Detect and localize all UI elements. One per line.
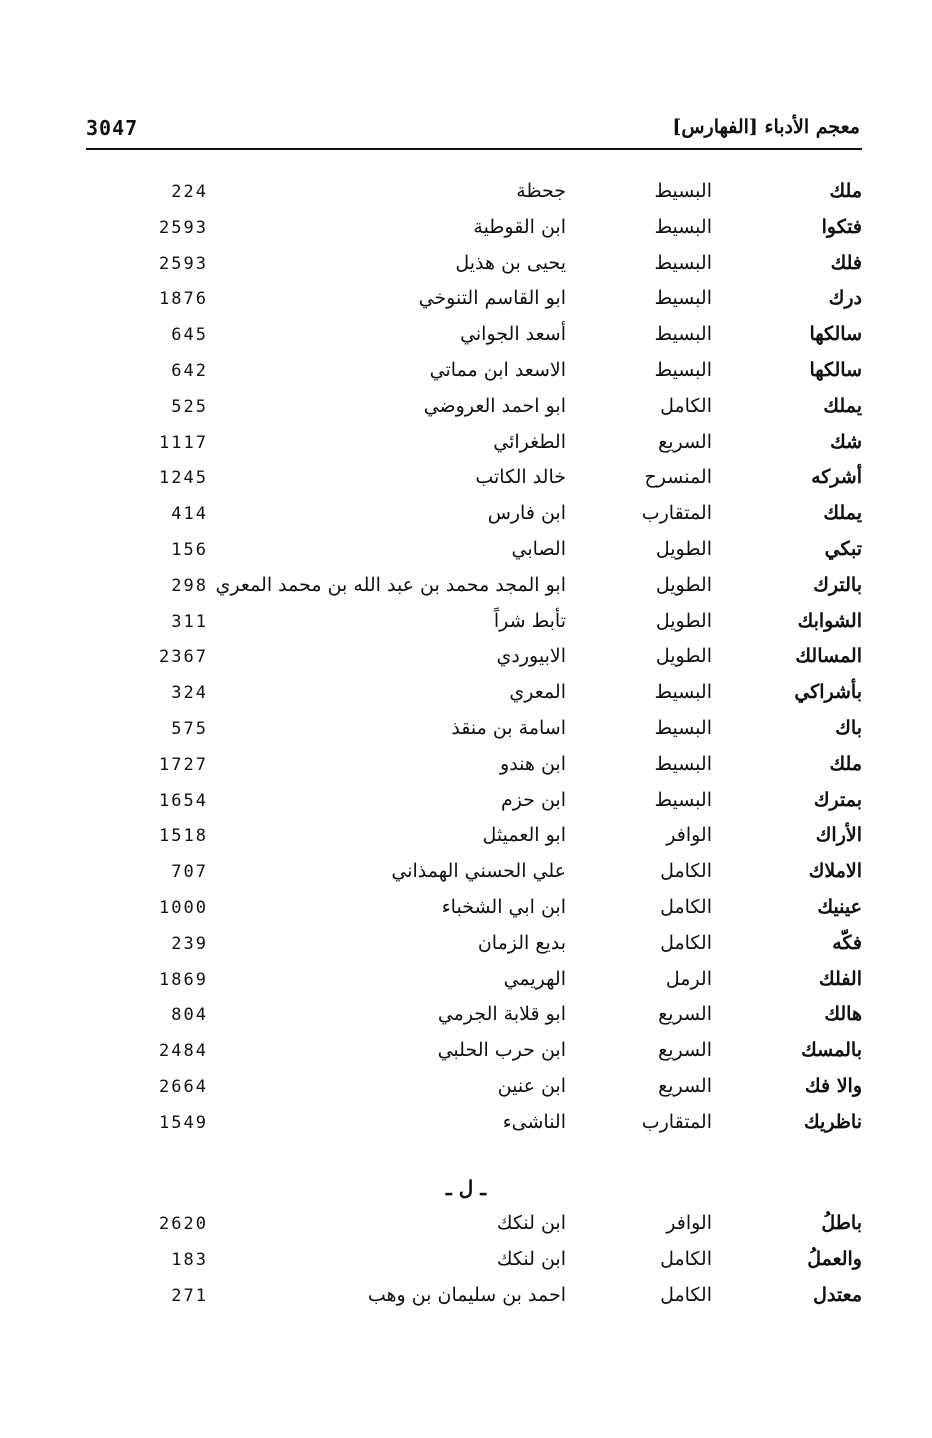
meter-name: الكامل bbox=[660, 394, 712, 417]
table-row bbox=[150, 355, 862, 391]
rhyme-word: بمترك bbox=[813, 788, 862, 811]
meter-name: الوافر bbox=[666, 824, 712, 847]
page-ref: 2484 bbox=[159, 1041, 208, 1062]
rhyme-word: بالمسك bbox=[801, 1039, 862, 1062]
table-row bbox=[150, 820, 862, 856]
meter-name: الطويل bbox=[655, 645, 712, 668]
poet-name: ابن فارس bbox=[487, 502, 566, 525]
rhyme-word: ناظريك bbox=[804, 1110, 862, 1133]
poet-name: المعري bbox=[509, 681, 566, 704]
rhyme-word: يملك bbox=[823, 502, 862, 525]
page-ref: 645 bbox=[171, 325, 208, 346]
meter-name: السريع bbox=[658, 430, 712, 453]
poet-name: ابو احمد العروضي bbox=[423, 394, 566, 417]
poet-name: الطغرائي bbox=[493, 430, 566, 453]
meter-name: الرمل bbox=[665, 967, 712, 990]
meter-name: الطويل bbox=[655, 609, 712, 632]
page-ref: 2593 bbox=[159, 253, 208, 274]
page-ref: 1549 bbox=[159, 1112, 208, 1133]
table-row bbox=[150, 1244, 862, 1280]
poet-name: ابن عنين bbox=[497, 1074, 566, 1097]
poet-name: ابو قلابة الجرمي bbox=[437, 1003, 566, 1026]
page-ref: 311 bbox=[171, 611, 208, 632]
rhyme-word: يملك bbox=[823, 394, 862, 417]
table-row bbox=[150, 176, 862, 212]
meter-name: الطويل bbox=[655, 537, 712, 560]
poet-name: الناشىء bbox=[502, 1110, 566, 1133]
poet-name: ابن حرب الحلبي bbox=[437, 1039, 566, 1062]
page-ref: 804 bbox=[171, 1005, 208, 1026]
table-row bbox=[150, 427, 862, 463]
meter-name: الكامل bbox=[660, 860, 712, 883]
page-ref: 2620 bbox=[159, 1214, 208, 1234]
meter-name: السريع bbox=[658, 1003, 712, 1026]
meter-name: السريع bbox=[658, 1074, 712, 1097]
table-row bbox=[150, 928, 862, 964]
page-header bbox=[86, 116, 862, 150]
table-row bbox=[150, 785, 862, 821]
table-row bbox=[150, 283, 862, 319]
poet-name: الابيوردي bbox=[496, 645, 566, 668]
poet-name: ابن حزم bbox=[500, 788, 566, 811]
index-table-lam bbox=[150, 1208, 862, 1315]
page-ref: 324 bbox=[171, 683, 208, 704]
poet-name: ابو المجد محمد بن عبد الله بن محمد المعري bbox=[215, 573, 566, 596]
rhyme-word: درك bbox=[828, 287, 862, 310]
poet-name: الهريمي bbox=[503, 967, 566, 990]
table-row bbox=[150, 534, 862, 570]
table-row bbox=[150, 749, 862, 785]
index-table-k bbox=[150, 176, 862, 1143]
page-ref: 525 bbox=[171, 396, 208, 417]
poet-name: ابو القاسم التنوخي bbox=[418, 287, 566, 310]
meter-name: البسيط bbox=[654, 287, 712, 310]
poet-name: بديع الزمان bbox=[477, 931, 566, 954]
meter-name: البسيط bbox=[654, 788, 712, 811]
page-ref: 224 bbox=[171, 182, 208, 202]
running-title: معجم الأدباء [الفهارس] bbox=[672, 116, 860, 138]
poet-name: تأبط شراً bbox=[493, 609, 566, 632]
rhyme-word: الاملاك bbox=[808, 860, 862, 883]
rhyme-word: الأراك bbox=[815, 824, 862, 847]
table-row bbox=[150, 498, 862, 534]
section-heading-lam: ـ ل ـ bbox=[445, 1176, 487, 1200]
poet-name: أسعد الجواني bbox=[460, 323, 566, 346]
page-number: 3047 bbox=[86, 116, 139, 140]
page-ref: 1869 bbox=[159, 969, 208, 990]
page-ref: 642 bbox=[171, 360, 208, 381]
rhyme-word: ملك bbox=[829, 752, 862, 775]
rhyme-word: سالكها bbox=[809, 323, 862, 346]
meter-name: السريع bbox=[658, 1039, 712, 1062]
rhyme-word: فلك bbox=[830, 251, 862, 274]
rhyme-word: تبكي bbox=[824, 537, 862, 560]
rhyme-word: بأشراكي bbox=[794, 681, 862, 704]
page-ref: 1518 bbox=[159, 826, 208, 847]
rhyme-word: باك bbox=[835, 716, 862, 739]
table-row bbox=[150, 641, 862, 677]
table-row bbox=[150, 606, 862, 642]
meter-name: البسيط bbox=[654, 358, 712, 381]
table-row bbox=[150, 677, 862, 713]
page-ref: 183 bbox=[171, 1249, 208, 1270]
poet-name: ابن لنكك bbox=[496, 1247, 566, 1270]
poet-name: ابن هندو bbox=[500, 752, 566, 775]
table-row bbox=[150, 999, 862, 1035]
meter-name: البسيط bbox=[654, 716, 712, 739]
page-ref: 575 bbox=[171, 718, 208, 739]
meter-name: البسيط bbox=[654, 323, 712, 346]
poet-name: خالد الكاتب bbox=[475, 466, 566, 489]
table-row bbox=[150, 964, 862, 1000]
page-ref: 707 bbox=[171, 862, 208, 883]
meter-name: الكامل bbox=[660, 1247, 712, 1270]
table-row bbox=[150, 570, 862, 606]
poet-name: ابن ابي الشخباء bbox=[441, 895, 566, 918]
table-row bbox=[150, 713, 862, 749]
page-ref: 1000 bbox=[159, 897, 208, 918]
table-row bbox=[150, 1035, 862, 1071]
table-row bbox=[150, 1107, 862, 1143]
poet-name: ابن القوطية bbox=[473, 215, 566, 238]
meter-name: الكامل bbox=[660, 931, 712, 954]
meter-name: الطويل bbox=[655, 573, 712, 596]
rhyme-word: الفلك bbox=[819, 967, 862, 990]
poet-name: جحظة bbox=[516, 180, 566, 202]
rhyme-word: سالكها bbox=[809, 358, 862, 381]
rhyme-word: المسالك bbox=[795, 645, 862, 668]
meter-name: المنسرح bbox=[644, 466, 712, 489]
page-ref: 2664 bbox=[159, 1076, 208, 1097]
rhyme-word: فكّه bbox=[832, 931, 862, 954]
rhyme-word: والعملُ bbox=[807, 1247, 862, 1270]
table-row bbox=[150, 319, 862, 355]
poet-name: اسامة بن منقذ bbox=[451, 716, 566, 739]
page-ref: 1654 bbox=[159, 790, 208, 811]
rhyme-word: أشركه bbox=[811, 466, 862, 489]
page-ref: 1876 bbox=[159, 289, 208, 310]
meter-name: البسيط bbox=[654, 251, 712, 274]
table-row bbox=[150, 248, 862, 284]
rhyme-word: فتكوا bbox=[821, 215, 862, 238]
rhyme-word: شك bbox=[830, 430, 862, 453]
rhyme-word: الشوابك bbox=[797, 609, 862, 632]
rhyme-word: معتدل bbox=[813, 1283, 862, 1306]
meter-name: البسيط bbox=[654, 215, 712, 238]
poet-name: ابو العميثل bbox=[482, 824, 566, 847]
meter-name: البسيط bbox=[654, 752, 712, 775]
table-row bbox=[150, 462, 862, 498]
meter-name: الكامل bbox=[660, 895, 712, 918]
poet-name: الصابي bbox=[511, 537, 566, 560]
table-row bbox=[150, 391, 862, 427]
page-ref: 271 bbox=[171, 1285, 208, 1306]
page-ref: 239 bbox=[171, 933, 208, 954]
page-ref: 2367 bbox=[159, 647, 208, 668]
rhyme-word: ملك bbox=[829, 180, 862, 202]
table-row bbox=[150, 1208, 862, 1244]
page-ref: 1117 bbox=[159, 432, 208, 453]
meter-name: المتقارب bbox=[641, 1110, 712, 1133]
rhyme-word: هالك bbox=[824, 1003, 862, 1026]
meter-name: البسيط bbox=[654, 681, 712, 704]
poet-name: الاسعد ابن مماتي bbox=[429, 358, 566, 381]
rhyme-word: والا فك bbox=[805, 1074, 862, 1097]
page-ref: 298 bbox=[171, 575, 208, 596]
rhyme-word: عينيك bbox=[817, 895, 862, 918]
poet-name: علي الحسني الهمذاني bbox=[391, 860, 566, 883]
rhyme-word: باطلُ bbox=[821, 1212, 862, 1234]
meter-name: الكامل bbox=[660, 1283, 712, 1306]
page-ref: 2593 bbox=[159, 217, 208, 238]
table-row bbox=[150, 1071, 862, 1107]
meter-name: المتقارب bbox=[641, 502, 712, 525]
table-row bbox=[150, 212, 862, 248]
page-ref: 156 bbox=[171, 539, 208, 560]
table-row bbox=[150, 1280, 862, 1316]
rhyme-word: بالترك bbox=[813, 573, 862, 596]
poet-name: يحيى بن هذيل bbox=[455, 251, 566, 274]
table-row bbox=[150, 856, 862, 892]
poet-name: ابن لنكك bbox=[496, 1212, 566, 1234]
page-ref: 414 bbox=[171, 504, 208, 525]
table-row bbox=[150, 892, 862, 928]
meter-name: الوافر bbox=[666, 1212, 712, 1234]
meter-name: البسيط bbox=[654, 180, 712, 202]
page-ref: 1245 bbox=[159, 468, 208, 489]
page-ref: 1727 bbox=[159, 754, 208, 775]
poet-name: احمد بن سليمان بن وهب bbox=[367, 1283, 566, 1306]
